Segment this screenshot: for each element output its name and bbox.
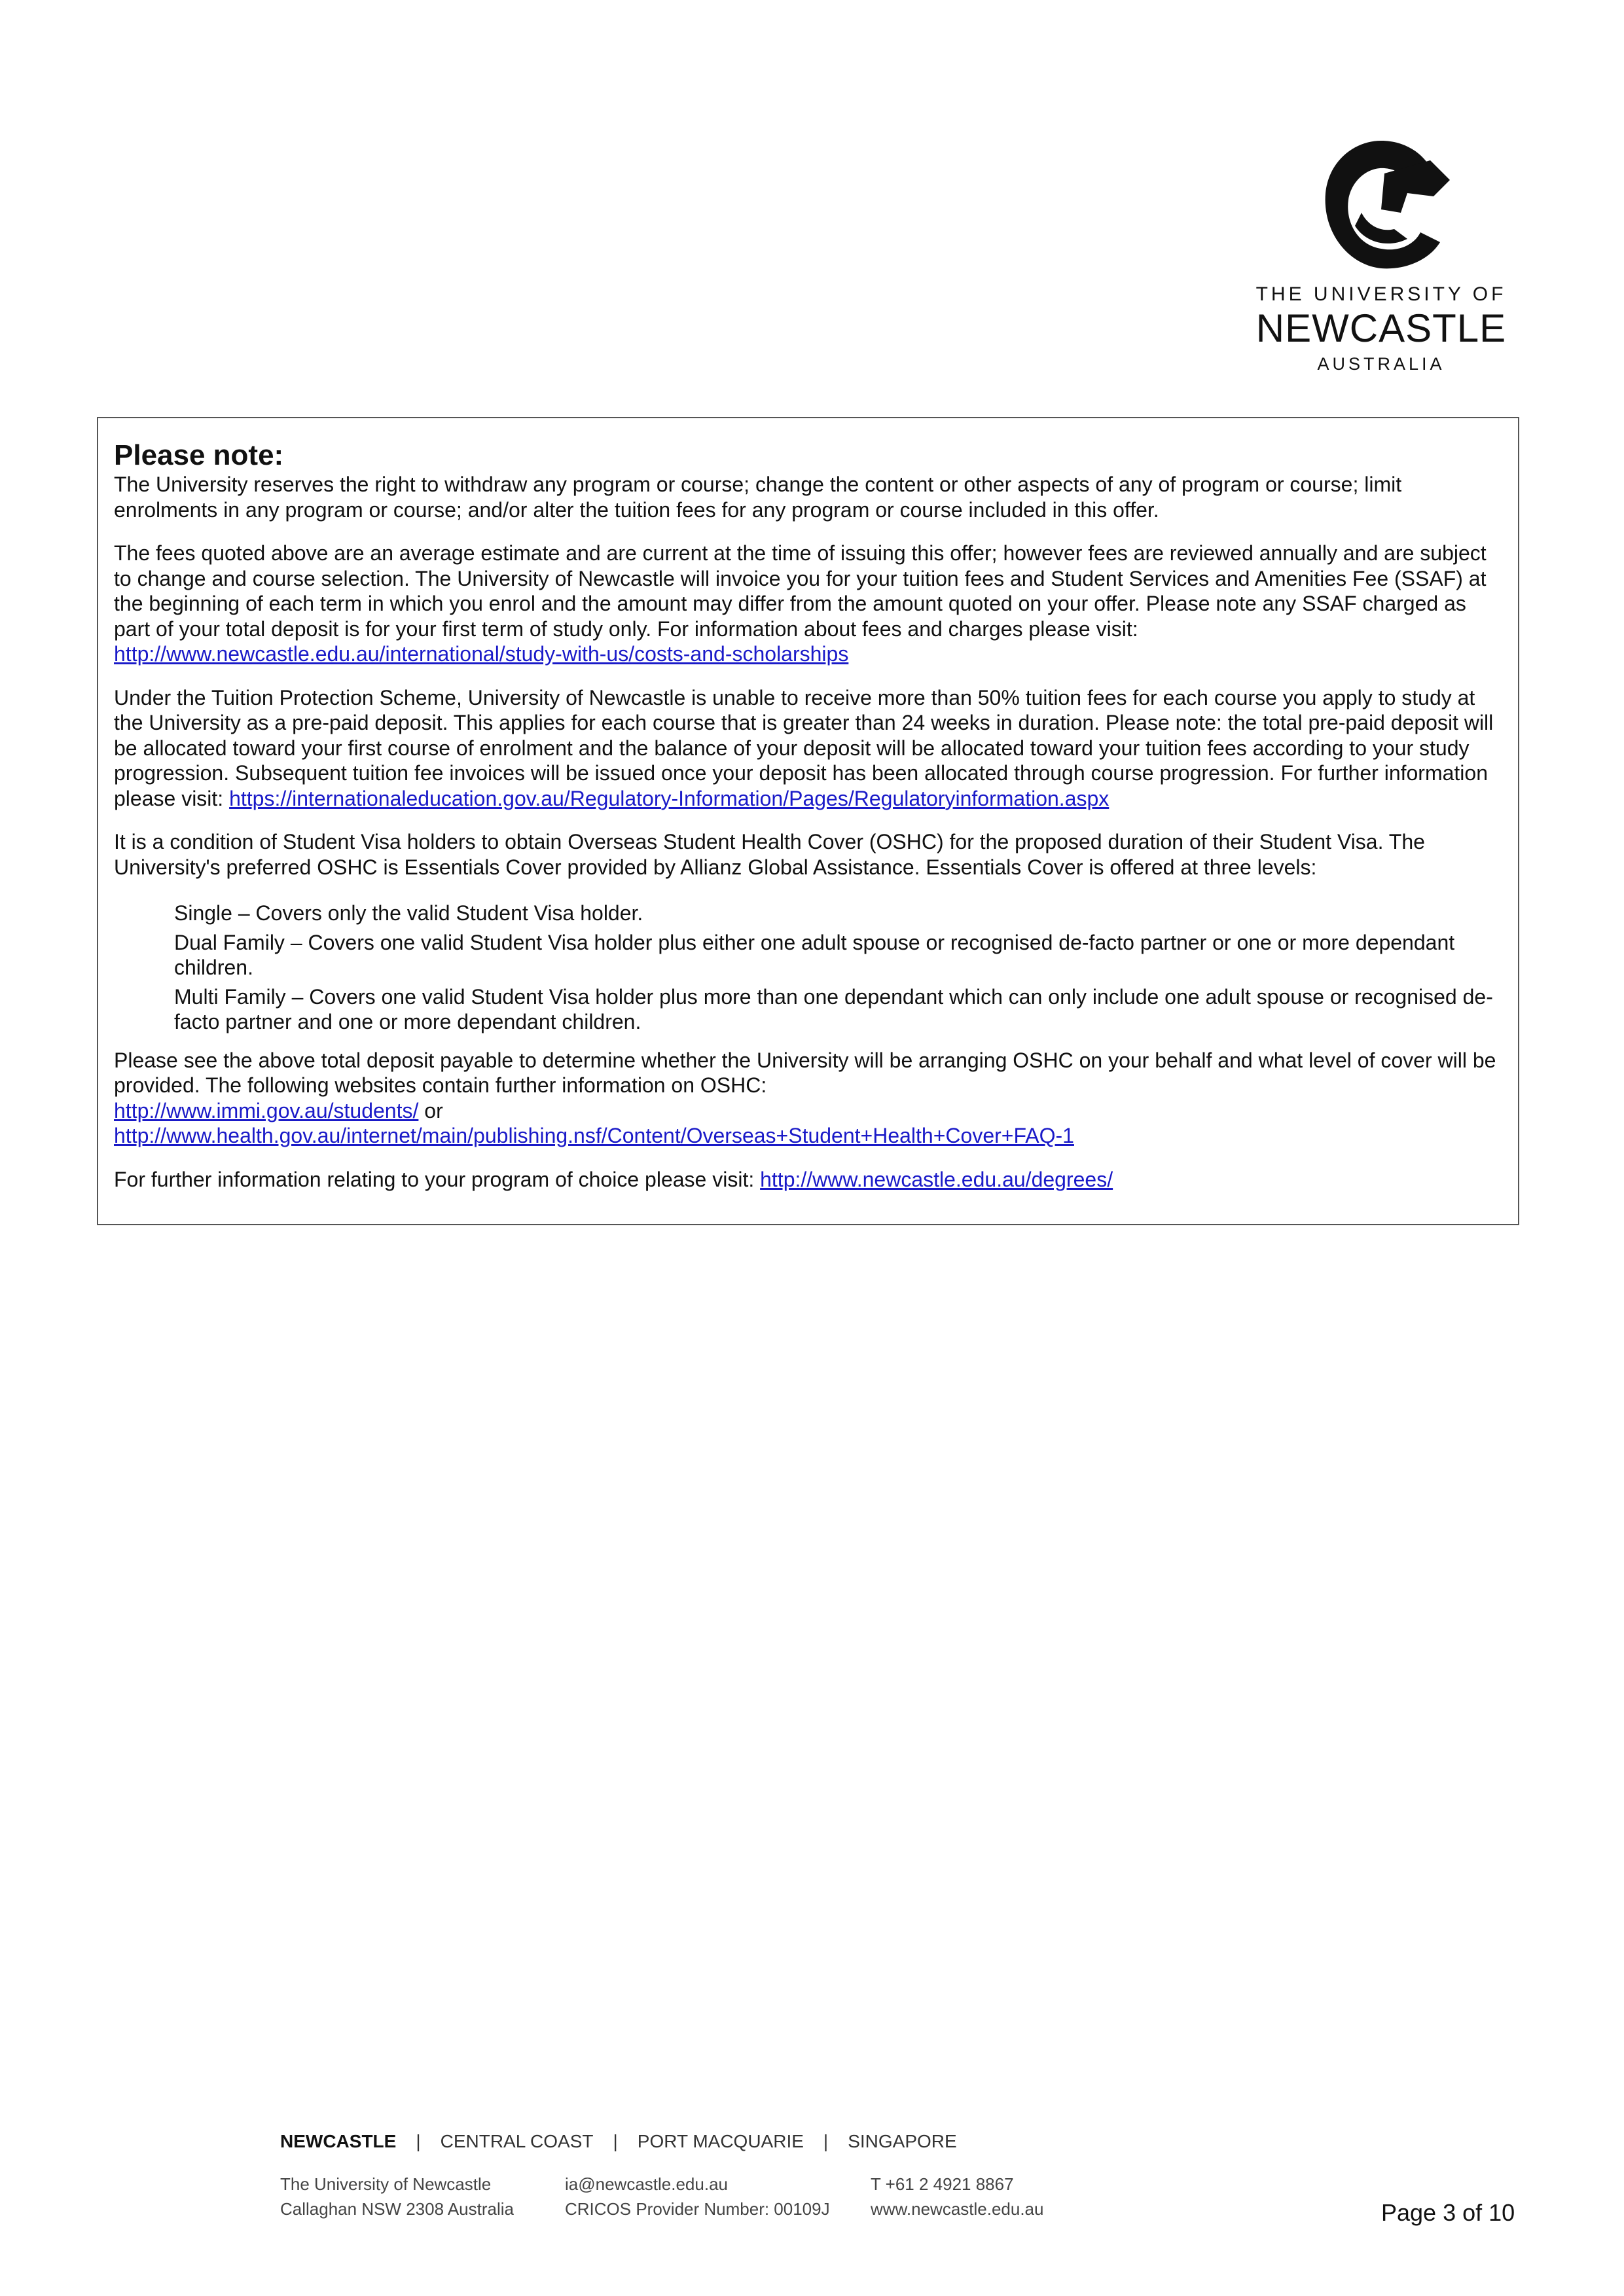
- note-paragraph-withdraw: The University reserves the right to withdraw any program or course; change the content or other aspects of any of program or course; limit enrolments in any program or course; and/or alter the tuition fees for any program or course included in this offer.: [114, 473, 1402, 522]
- logo-line-1: THE UNIVERSITY OF: [1255, 283, 1507, 305]
- note-paragraph-further-info: [114, 1167, 1504, 1193]
- separator: |: [613, 2131, 618, 2151]
- address-line-1: The University of Newcastle: [280, 2174, 492, 2194]
- or-text: or: [424, 1098, 443, 1122]
- page-footer: [280, 2131, 1131, 2219]
- campus-list: [280, 2131, 1131, 2152]
- oshc-levels-list: [114, 901, 1504, 1035]
- website-text: www.newcastle.edu.au: [871, 2199, 1044, 2219]
- page-number: Page 3 of 10: [1381, 2199, 1515, 2226]
- email-text: ia@newcastle.edu.au: [565, 2174, 728, 2194]
- fees-text: The fees quoted above are an average estimate and are current at the time of issuing this offer; however fees are reviewed annually and are subject to change and course selection. The University of Newcastle will invoice you for your tuition fees and Student Services and Amenities Fee (SSAF) at the beginning of each term in which you enrol and the amount may differ from the amount quoted on your offer. Please note any SSAF charged as part of your total deposit is for your first term of study only. For information about fees and charges please visit:: [114, 541, 1487, 641]
- note-paragraph-fees: [114, 541, 1504, 667]
- campus-singapore: SINGAPORE: [848, 2131, 957, 2151]
- immi-students-link[interactable]: http://www.immi.gov.au/students/: [114, 1098, 419, 1122]
- footer-phone-web: [871, 2172, 1043, 2221]
- list-item: Dual Family – Covers one valid Student Visa holder plus either one adult spouse or recognised de-facto partner or one or more dependant children.: [174, 930, 1455, 979]
- cricos-text: CRICOS Provider Number: 00109J: [565, 2199, 830, 2219]
- separator: |: [416, 2131, 421, 2151]
- campus-newcastle: NEWCASTLE: [280, 2131, 397, 2151]
- footer-address: [280, 2172, 514, 2221]
- tuition-protection-text: Under the Tuition Protection Scheme, University of Newcastle is unable to receive more than 50% tuition fees for each course you apply to study at the University as a pre-paid deposit. This applies for each course that is greater than 24 weeks in duration. Please note: the total pre-paid deposit will be allocated toward your first course of enrolment and the balance of your deposit will be allocated toward your tuition fees according to your study progression. Subsequent tuition fee invoices will be issued once your deposit has been allocated through course progression. For further information please visit:: [114, 685, 1494, 810]
- logo-line-3: AUSTRALIA: [1317, 354, 1445, 374]
- please-note-box: [97, 417, 1519, 1225]
- list-item: Single – Covers only the valid Student Visa holder.: [174, 901, 643, 925]
- separator: |: [823, 2131, 829, 2151]
- university-logo: [1244, 134, 1519, 376]
- campus-port-macquarie: PORT MACQUARIE: [637, 2131, 804, 2151]
- costs-scholarships-link[interactable]: http://www.newcastle.edu.au/international/study-with-us/costs-and-scholarships: [114, 642, 849, 666]
- logo-line-2: NEWCASTLE: [1255, 306, 1507, 350]
- deposit-text: Please see the above total deposit payable to determine whether the University will be arranging OSHC on your behalf and what level of cover will be provided. The following websites contain further information on OSHC:: [114, 1048, 1496, 1097]
- further-info-text: For further information relating to your program of choice please visit:: [114, 1167, 755, 1191]
- health-oshc-link[interactable]: http://www.health.gov.au/internet/main/publishing.nsf/Content/Overseas+Student+Health+Cover+FAQ-1: [114, 1124, 1074, 1147]
- footer-contact: [565, 2172, 830, 2221]
- degrees-link[interactable]: http://www.newcastle.edu.au/degrees/: [760, 1167, 1113, 1191]
- note-paragraph-oshc: It is a condition of Student Visa holders to obtain Overseas Student Health Cover (OSHC) for the proposed duration of their Student Visa. The University's preferred OSHC is Essentials Cover provided by Allianz Global Assistance. Essentials Cover is offered at three levels:: [114, 830, 1425, 879]
- note-paragraph-deposit: [114, 1048, 1504, 1149]
- regulatory-information-link[interactable]: https://internationaleducation.gov.au/Regulatory-Information/Pages/Regulatoryinformation.aspx: [229, 786, 1110, 810]
- seahorse-crest-icon: [1309, 134, 1453, 275]
- campus-central-coast: CENTRAL COAST: [440, 2131, 594, 2151]
- address-line-2: Callaghan NSW 2308 Australia: [280, 2199, 514, 2219]
- phone-text: T +61 2 4921 8867: [871, 2174, 1014, 2194]
- note-paragraph-tuition-protection: [114, 685, 1504, 812]
- note-heading: Please note:: [114, 439, 284, 471]
- list-item: Multi Family – Covers one valid Student Visa holder plus more than one dependant which can only include one adult spouse or recognised de-facto partner and one or more dependant children.: [174, 984, 1493, 1033]
